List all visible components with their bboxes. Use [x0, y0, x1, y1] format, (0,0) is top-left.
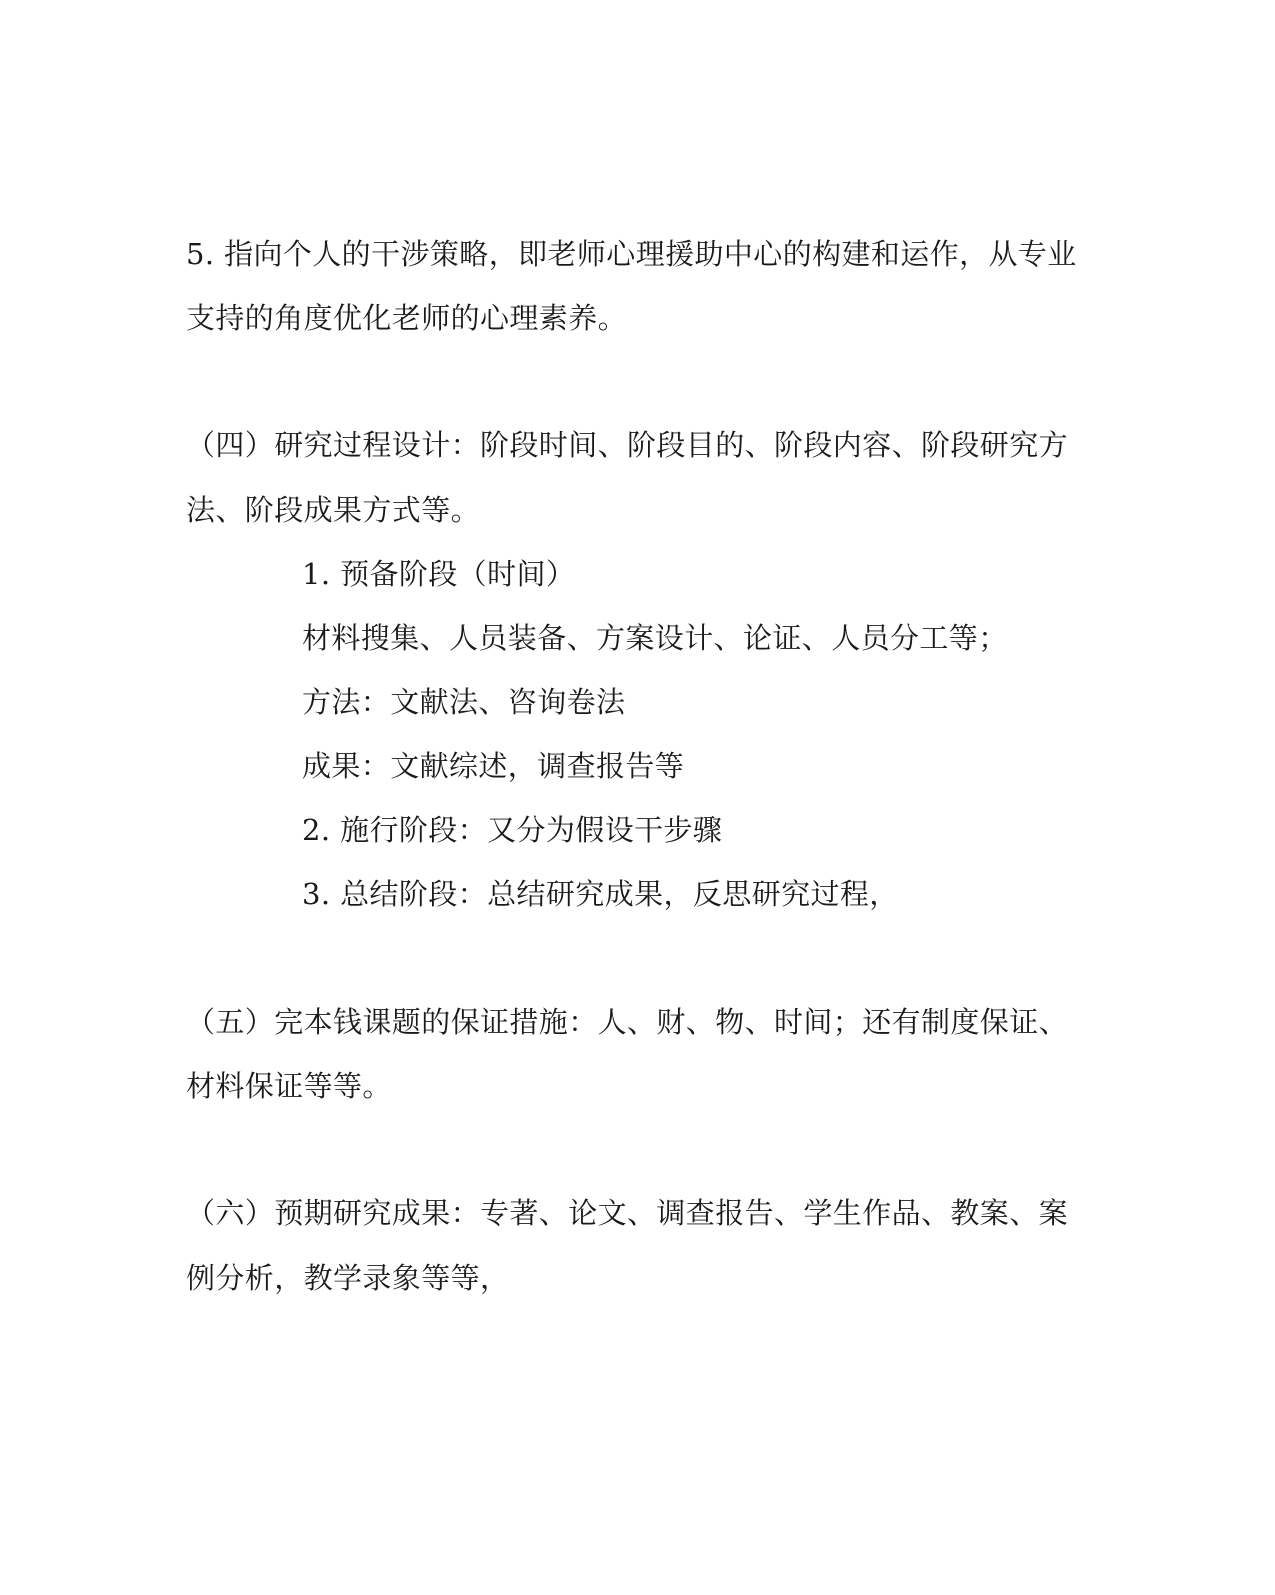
section-4-heading-line-1: （四）研究过程设计：阶段时间、阶段目的、阶段内容、阶段研究方: [186, 428, 1069, 462]
section-4-item-results: 成果：文献综述，调查报告等: [302, 749, 685, 783]
section-4-heading-line-2: 法、阶段成果方式等。: [186, 493, 481, 527]
paragraph-5-line-1: 5. 指向个人的干涉策略，即老师心理援助中心的构建和运作，从专业: [186, 237, 1077, 271]
section-6-line-1: （六）预期研究成果：专著、论文、调查报告、学生作品、教案、案: [186, 1196, 1069, 1230]
paragraph-5-line-2: 支持的角度优化老师的心理素养。: [186, 301, 628, 335]
section-5-line-1: （五）完本钱课题的保证措施：人、财、物、时间；还有制度保证、: [186, 1005, 1069, 1039]
section-4-item-preparation-tasks: 材料搜集、人员装备、方案设计、论证、人员分工等；: [302, 621, 1008, 655]
section-5-line-2: 材料保证等等。: [186, 1069, 392, 1103]
section-6-line-2: 例分析，教学录象等等，: [186, 1261, 510, 1295]
section-4-item-methods: 方法：文献法、咨询卷法: [302, 685, 626, 719]
section-4-item-summary: 3. 总结阶段：总结研究成果，反思研究过程，: [302, 877, 899, 911]
section-4-item-implementation: 2. 施行阶段：又分为假设干步骤: [302, 813, 723, 847]
section-4-item-preparation: 1. 预备阶段（时间）: [302, 557, 576, 591]
